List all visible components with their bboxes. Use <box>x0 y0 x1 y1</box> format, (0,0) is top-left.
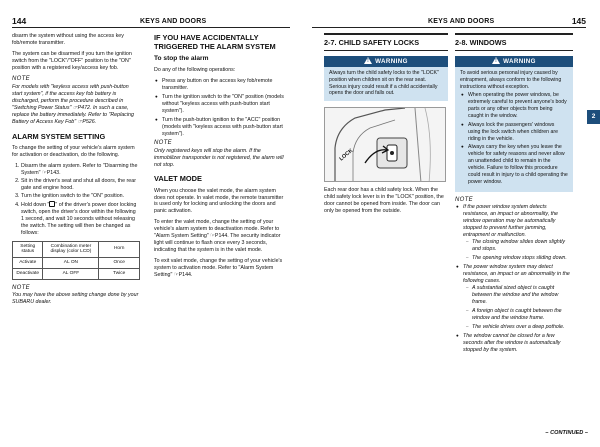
warning-body <box>455 67 573 192</box>
warning-icon <box>492 57 500 64</box>
right-column-2 <box>455 33 573 358</box>
list-item <box>463 264 573 331</box>
list-item <box>463 204 573 262</box>
chapter-tab: 2 <box>587 110 600 124</box>
table-cell: AL ON <box>43 258 99 269</box>
steps-list <box>12 163 140 237</box>
table-cell: Deactivate <box>13 268 43 279</box>
paragraph: The system can be disarmed if you turn the ignition switch from the "LOCK"/"OFF" position to the "ON" position with a registered key/access key fob. <box>12 50 132 71</box>
warning-box <box>455 56 573 192</box>
left-page-header <box>12 16 290 28</box>
step-item: 3. Turn the ignition switch to the "ON" position. <box>21 193 140 200</box>
lock-label: LOCK <box>338 148 355 163</box>
list-item: ● The window cannot be closed for a few seconds after the window is automatically stopped by the system. <box>463 333 573 354</box>
step-text: of the driver's power door locking switch, open the driver's door within the following 1 second, and wait 10 seconds without releasing the switch. The setting will then be changed as follows: <box>21 201 137 236</box>
header-title: KEYS AND DOORS <box>140 18 207 25</box>
subheading-stop-alarm: To stop the alarm <box>154 55 209 63</box>
step-item <box>21 201 140 237</box>
step-text: Hold down " <box>21 201 50 208</box>
table-header-cell: Setting status <box>13 241 43 258</box>
warning-title: WARNING <box>503 57 536 65</box>
note-text: Only registered keys will stop the alarm. If the immobilizer transponder is not registered, the alarm will not stop. <box>154 147 284 168</box>
warning-title: WARNING <box>375 57 408 65</box>
step-text: " <box>55 201 59 208</box>
note-heading: NOTE <box>154 139 172 146</box>
warning-header <box>455 56 573 67</box>
note-heading: NOTE <box>455 196 473 203</box>
list-item: ● Turn the ignition switch to the "ON" position (models without "keyless access with push-button start system"). <box>162 94 288 115</box>
sub-item: – A substantial sized object is caught between the window and the window frame. <box>472 285 573 306</box>
right-page <box>300 0 600 447</box>
continued-marker: – CONTINUED – <box>545 429 588 436</box>
warning-text: To avoid serious personal injury caused by entrapment, always conform to the following instructions without exception. <box>460 69 562 90</box>
warning-icon <box>364 57 372 64</box>
left-column-1 <box>12 33 140 310</box>
sub-item: – A foreign object is caught between the window and the window frame. <box>472 308 573 322</box>
paragraph: To exit valet mode, change the setting of your vehicle's system to activation mode. Refer to "Alarm System Setting" ☞P144. <box>154 258 283 279</box>
table-cell: AL OFF <box>43 268 99 279</box>
paragraph: disarm the system without using the access key fob/remote transmitter. <box>12 33 124 46</box>
note-text: For models with "keyless access with push-button start system", if the access key fob battery is discharged, perform the procedure described in "Switching Power Status" ☞P472. In such a case, replace the battery immediately. Refer to "Replacing Battery of Access Key Fob" ☞P526. <box>12 83 134 125</box>
paragraph: Each rear door has a child safety lock. When the child safety lock lever is in the "LOCK" position, the door cannot be opened from inside. The door can only be opened from the outside. <box>324 187 444 215</box>
table-row <box>13 258 140 269</box>
paragraph: Do any of the following operations: <box>154 66 236 73</box>
section-heading-windows: 2-8. WINDOWS <box>455 33 573 51</box>
table-header-cell: Horn <box>99 241 140 258</box>
section-heading-alarm-setting: ALARM SYSTEM SETTING <box>12 131 106 141</box>
setting-table <box>12 241 140 280</box>
list-item: ● Always carry the key when you leave the vehicle for safety reasons and never allow an unattended child to remain in the vehicle. Failure to follow this procedure could result in injury to a child operating the power window. <box>468 144 568 185</box>
section-heading-valet: VALET MODE <box>154 174 202 184</box>
page-number: 145 <box>571 16 586 26</box>
warning-bullets <box>460 92 568 185</box>
sub-item: – The opening window stops sliding down. <box>472 255 573 262</box>
list-item: ● Press any button on the access key fob/remote transmitter. <box>162 78 288 92</box>
child-lock-illustration <box>324 107 446 182</box>
note-heading: NOTE <box>12 75 30 82</box>
list-item: ● Turn the push-button ignition to the "ACC" position (models with "keyless access with push-button start system"). <box>162 117 288 138</box>
warning-header <box>324 56 448 67</box>
list-item: ● When operating the power windows, be extremely careful to prevent anyone's body parts or any other objects from being caught in the window. <box>468 92 568 119</box>
paragraph: To enter the valet mode, change the setting of your vehicle's alarm system to deactivation mode. Refer to "Alarm System Setting" ☞P144. The security indicator light will continue to flash once every 3 seconds, indicating that the system is in the valet mode. <box>154 219 281 254</box>
paragraph: To change the setting of your vehicle's alarm system for activation or deactivation, do the following. <box>12 144 135 158</box>
table-cell: Once <box>99 258 140 269</box>
bullet-list <box>154 78 288 138</box>
header-title: KEYS AND DOORS <box>428 18 495 25</box>
table-cell: Activate <box>13 258 43 269</box>
right-page-header <box>312 16 586 28</box>
note-bullets <box>455 204 573 354</box>
sub-item: – The closing window slides down slightly and stops. <box>472 239 573 253</box>
table-cell: Twice <box>99 268 140 279</box>
warning-box <box>324 56 448 102</box>
note-text: The power window system may detect resistance, an impact or an abnormality in the following cases. <box>463 264 570 285</box>
table-row <box>13 268 140 279</box>
note-text: If the power window system detects resistance, an impact or abnormality, the window operation may be automatically stopped to prevent further jamming, entrapment or malfunction. <box>463 204 558 239</box>
right-column-1 <box>324 33 448 219</box>
list-item: ● Always lock the passengers' windows using the lock switch when children are riding in the vehicle. <box>468 122 568 143</box>
sub-list <box>463 239 573 262</box>
section-heading-child-safety-locks: 2-7. CHILD SAFETY LOCKS <box>324 33 448 51</box>
left-column-2 <box>154 33 288 283</box>
paragraph: When you choose the valet mode, the alarm system does not operate. In valet mode, the remote transmitter is used only for locking and unlocking the doors and panic activation. <box>154 187 284 215</box>
step-item: 1. Disarm the alarm system. Refer to "Disarming the System" ☞P143. <box>21 163 140 177</box>
page-number: 144 <box>12 16 27 26</box>
note-text: You may have the above setting change done by your SUBARU dealer. <box>12 292 139 306</box>
table-header-row <box>13 241 140 258</box>
door-latch-drawing <box>325 108 446 182</box>
section-heading-accident: IF YOU HAVE ACCIDENTALLY TRIGGERED THE ALARM SYSTEM <box>154 33 276 52</box>
sub-list <box>463 285 573 331</box>
table-header-cell: Combination meter display (color LCD) <box>43 241 99 258</box>
sub-item: – The vehicle drives over a deep pothole. <box>472 324 573 331</box>
note-heading: NOTE <box>12 284 30 291</box>
warning-text: Always turn the child safety locks to the "LOCK" position when children sit on the rear seat. Serious injury could result if a child accidentally opens the door and falls out. <box>329 69 439 97</box>
step-item: 2. Sit in the driver's seat and shut all doors, the rear gate and engine hood. <box>21 178 140 192</box>
